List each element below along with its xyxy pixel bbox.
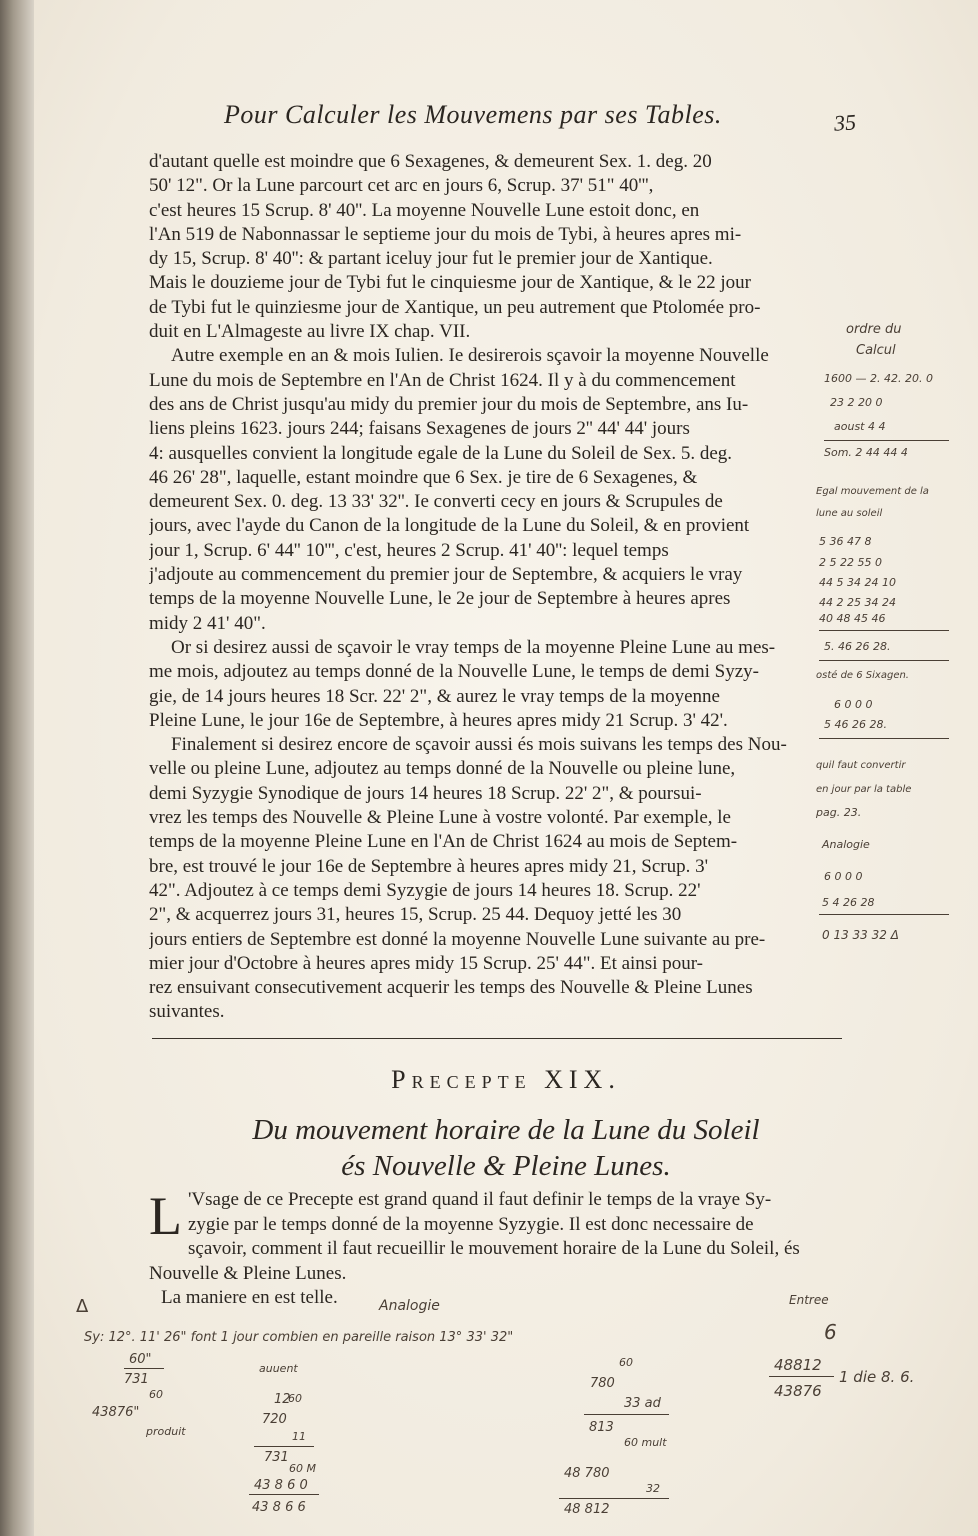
margin-note: 5 46 26 28. — [824, 718, 887, 731]
margin-note: Som. 2 44 44 4 — [824, 446, 908, 459]
text-line: me mois, adjoutez au temps donné de la Nouvelle Lune, le temps de demi Syzy- — [149, 661, 759, 683]
running-head: Pour Calculer les Mouvemens par ses Tables. — [224, 100, 722, 129]
text-line: velle ou pleine Lune, adjoutez au temps donné de la Nouvelle ou pleine lune, — [149, 758, 736, 780]
text-line: 4: ausquelles convient la longitude egale de la Lune du Soleil de Sex. 5. deg. — [149, 442, 733, 464]
text-line: duit en L'Almageste au livre IX chap. VII. — [149, 321, 471, 343]
margin-note: 40 48 45 46 — [819, 612, 886, 625]
text-line: Finalement si desirez encore de sçavoir aussi és mois suivans les temps des Nou- — [171, 734, 787, 756]
margin-rule — [824, 440, 949, 441]
margin-note: lune au soleil — [816, 508, 883, 519]
book-page — [34, 0, 978, 1536]
calc-cell: 32 — [646, 1482, 660, 1495]
margin-note: 5 4 26 28 — [822, 896, 875, 909]
calc-cell: 60 — [149, 1388, 163, 1401]
text-line: La maniere en est telle. — [161, 1287, 338, 1308]
calc-cell: 48 812 — [564, 1502, 610, 1517]
margin-note: pag. 23. — [816, 806, 862, 819]
calc-cell: 33 ad — [624, 1396, 661, 1411]
margin-note: 44 5 34 24 10 — [819, 576, 896, 589]
calc-cell: 43 8 6 0 — [254, 1478, 308, 1493]
text-line: jour 1, Scrup. 6' 44'' 10''', c'est, heures 2 Scrup. 41' 40'': lequel temps — [149, 539, 669, 561]
text-line: temps de la moyenne Pleine Lune en l'An de Christ 1624 au mois de Septem- — [149, 831, 738, 853]
margin-note: 1600 — 2. 42. 20. 0 — [824, 372, 933, 385]
calc-cell: 731 — [124, 1372, 149, 1387]
margin-rule — [819, 738, 949, 739]
text-line: rez ensuivant consecutivement acquerir les temps des Nouvelle & Pleine Lunes — [149, 977, 753, 999]
precept-title-line: és Nouvelle & Pleine Lunes. — [341, 1150, 671, 1182]
margin-note: aoust 4 4 — [834, 420, 886, 433]
margin-rule — [819, 630, 949, 631]
text-line: gie, de 14 jours heures 18 Scr. 22' 2", & aurez le vray temps de la moyenne — [149, 685, 720, 707]
margin-note: Egal mouvement de la — [816, 486, 929, 497]
calc-cell: 43 8 6 6 — [252, 1500, 306, 1515]
calc-cell: 60 — [288, 1392, 302, 1405]
margin-note: Calcul — [856, 343, 896, 358]
margin-note: 2 5 22 55 0 — [819, 556, 882, 569]
text-line: c'est heures 15 Scrup. 8' 40''. La moyenne Nouvelle Lune estoit donc, en — [149, 199, 700, 221]
precept-heading: Precepte XIX. — [391, 1065, 621, 1094]
delta-marker: Δ — [76, 1296, 89, 1317]
text-line: 2", & acquerrez jours 31, heures 15, Scrup. 25 44. Dequoy jetté les 30 — [149, 904, 682, 926]
text-line: j'adjoute au commencement du premier jour de Septembre, & acquiers le vray — [149, 564, 743, 586]
text-line: dy 15, Scrup. 8' 40'': & partant iceluy jour fut le premier jour de Xantique. — [149, 248, 713, 270]
text-line: jours entiers de Septembre est donné la moyenne Nouvelle Lune suivante au pre- — [149, 928, 766, 950]
calc-rule — [254, 1446, 314, 1447]
calc-cell: 48 780 — [564, 1466, 610, 1481]
text-line: l'An 519 de Nabonnassar le septieme jour du mois de Tybi, à heures apres mi- — [149, 223, 742, 245]
precept-body — [149, 1188, 849, 1311]
calc-rule — [124, 1368, 164, 1369]
margin-rule — [819, 660, 949, 661]
text-line: midy 2 41' 40". — [149, 612, 266, 634]
entree-label: Entree — [789, 1293, 829, 1307]
text-line: bre, est trouvé le jour 16e de Septembre à heures apres midy 21, Scrup. 3' — [149, 855, 709, 877]
text-line: 50' 12". Or la Lune parcourt cet arc en jours 6, Scrup. 37' 51" 40''', — [149, 175, 654, 197]
calc-cell: produit — [146, 1425, 186, 1438]
text-line: temps de la moyenne Nouvelle Lune, le 2e jour de Septembre à heures apres — [149, 588, 731, 610]
calc-cell: 813 — [589, 1420, 614, 1435]
calc-cell: auuent — [259, 1362, 298, 1375]
text-line: demeurent Sex. 0. deg. 13 33' 32''. Ie converti cecy en jours & Scrupules de — [149, 491, 723, 513]
text-line: demi Syzygie Synodique de jours 14 heures 18 Scrup. 22' 2", & poursui- — [149, 782, 702, 804]
margin-note: 6 0 0 0 — [834, 698, 873, 711]
calc-cell: 12 — [274, 1392, 291, 1407]
text-line: 42". Adjoutez à ce temps demi Syzygie de jours 14 heures 18. Scrup. 22' — [149, 879, 701, 901]
text-line: Nouvelle & Pleine Lunes. — [149, 1262, 347, 1284]
text-line: Lune du mois de Septembre en l'An de Christ 1624. Il y à du commencement — [149, 369, 736, 391]
text-line: mier jour d'Octobre à heures apres midy 15 Scrup. 25' 44". Et ainsi pour- — [149, 952, 704, 974]
calc-cell: 1 die 8. 6. — [839, 1368, 915, 1386]
text-line: sçavoir, comment il faut recueillir le mouvement horaire de la Lune du Soleil, és — [188, 1238, 800, 1259]
margin-note: 5. 46 26 28. — [824, 640, 891, 653]
margin-rule — [819, 914, 949, 915]
text-line: vrez les temps des Nouvelle & Pleine Lune à vostre volonté. Par exemple, le — [149, 807, 731, 829]
calc-main-line: Sy: 12°. 11' 26" font 1 jour combien en pareille raison 13° 33' 32" — [84, 1330, 514, 1345]
text-line: des ans de Christ jusqu'au midy du premier jour du mois de Septembre, ans Iu- — [149, 393, 749, 415]
drop-cap: L — [149, 1186, 182, 1246]
text-line: 46 26' 28", laquelle, estant moindre que 6 Sex. je tire de 6 Sexagenes, & — [149, 466, 698, 488]
calc-rule — [559, 1498, 669, 1499]
calc-cell: 11 — [292, 1430, 306, 1443]
text-line: Or si desirez aussi de sçavoir le vray temps de la moyenne Pleine Lune au mes- — [171, 636, 776, 658]
calc-cell: 60" — [129, 1352, 152, 1367]
text-line: liens pleins 1623. jours 244; faisans Sexagenes de jours 2'' 44' 44' jours — [149, 418, 690, 440]
precept-title — [34, 1112, 978, 1184]
margin-note: ordre du — [846, 322, 902, 337]
calc-cell: 720 — [262, 1412, 287, 1427]
calc-cell: 43876" — [92, 1405, 140, 1420]
margin-note: Analogie — [822, 838, 870, 851]
text-line: suivantes. — [149, 1001, 225, 1023]
page-number: 35 — [833, 109, 857, 136]
calc-cell: 43876 — [774, 1382, 822, 1400]
section-divider — [152, 1038, 842, 1039]
main-text — [149, 150, 854, 1025]
calc-cell: 60 mult — [624, 1436, 667, 1449]
margin-note: quil faut convertir — [816, 760, 906, 771]
calc-cell: 60 M — [289, 1462, 316, 1475]
calc-cell: 6 — [824, 1320, 837, 1344]
calc-cell: 780 — [590, 1376, 615, 1391]
margin-note: 5 36 47 8 — [819, 535, 872, 548]
calc-rule — [769, 1376, 834, 1377]
text-line: Mais le douzieme jour de Tybi fut le cinquiesme jour de Xantique, & le 22 jour — [149, 272, 751, 294]
text-line: zygie par le temps donné de la moyenne Syzygie. Il est donc necessaire de — [188, 1213, 754, 1235]
text-line: jours, avec l'ayde du Canon de la longitude de la Lune du Soleil, & en provient — [149, 515, 750, 537]
margin-note: 23 2 20 0 — [830, 396, 883, 409]
calc-cell: 731 — [264, 1450, 289, 1465]
text-line: de Tybi fut le quinziesme jour de Xantique, un peu autrement que Ptolomée pro- — [149, 296, 761, 318]
margin-note: 0 13 33 32 Δ — [822, 928, 899, 942]
margin-note: 44 2 25 34 24 — [819, 596, 896, 609]
calc-rule — [584, 1414, 669, 1415]
calc-cell: 48812 — [774, 1356, 822, 1374]
margin-note: osté de 6 Sixagen. — [816, 670, 909, 681]
margin-note: en jour par la table — [816, 784, 912, 795]
text-line: Autre exemple en an & mois Iulien. Ie desirerois sçavoir la moyenne Nouvelle — [171, 345, 769, 367]
margin-note: 6 0 0 0 — [824, 870, 863, 883]
text-line: Pleine Lune, le jour 16e de Septembre, à heures apres midy 21 Scrup. 3' 42'. — [149, 709, 728, 731]
text-line: 'Vsage de ce Precepte est grand quand il faut definir le temps de la vraye Sy- — [188, 1189, 772, 1210]
text-line: d'autant quelle est moindre que 6 Sexagenes, & demeurent Sex. 1. deg. 20 — [149, 151, 712, 172]
analogie-label: Analogie — [379, 1298, 440, 1314]
precept-title-line: Du mouvement horaire de la Lune du Soleil — [252, 1114, 760, 1146]
calc-rule — [249, 1494, 319, 1495]
calc-cell: 60 — [619, 1356, 633, 1369]
book-gutter — [0, 0, 34, 1536]
